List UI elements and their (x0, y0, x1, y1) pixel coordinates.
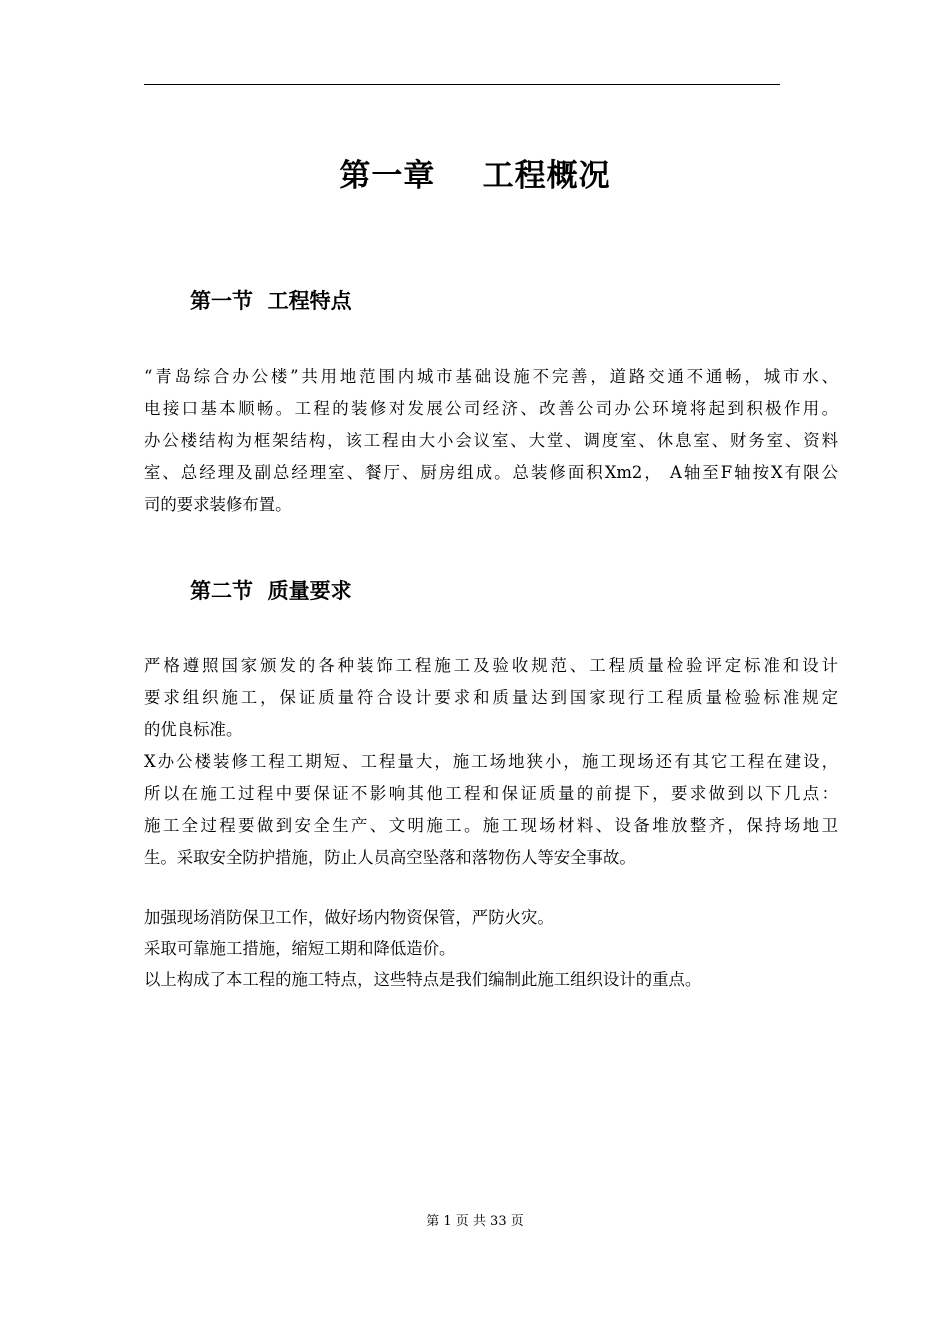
paragraph-line: 加强现场消防保卫工作，做好场内物资保管，严防火灾。 (144, 908, 554, 927)
features-paragraph (144, 361, 838, 521)
paragraph-line: 采取可靠施工措施，缩短工期和降低造价。 (144, 939, 456, 958)
paragraph-line: 生。采取安全防护措施，防止人员高空坠落和落物伤人等安全事故。 (144, 848, 636, 867)
paragraph-line: 所以在施工过程中要保证不影响其他工程和保证质量的前提下，要求做到以下几点： (144, 784, 838, 803)
header-rule (144, 84, 780, 85)
page-footer: 第 1 页 共 33 页 (426, 1214, 524, 1229)
paragraph-line: 施工全过程要做到安全生产、文明施工。施工现场材料、设备堆放整齐，保持场地卫 (144, 816, 838, 835)
paragraph-line: 以上构成了本工程的施工特点，这些特点是我们编制此施工组织设计的重点。 (144, 970, 702, 989)
paragraph-line: 要求组织施工，保证质量符合设计要求和质量达到国家现行工程质量检验标准规定 (144, 688, 838, 707)
paragraph-line: 室、总经理及副总经理室、餐厅、厨房组成。总装修面积Xm2， A轴至F轴按X有限公 (144, 463, 838, 482)
chapter-title: 第一章 工程概况 (339, 158, 611, 194)
section-title-features: 第一节 工程特点 (190, 289, 352, 313)
paragraph-line: X办公楼装修工程工期短、工程量大，施工场地狭小，施工现场还有其它工程在建设， (144, 752, 838, 771)
quality-paragraph (144, 650, 838, 874)
paragraph-line: 的优良标准。 (144, 720, 243, 739)
section-title-quality: 第二节 质量要求 (190, 579, 352, 603)
paragraph-line: 电接口基本顺畅。工程的装修对发展公司经济、改善公司办公环境将起到积极作用。 (144, 399, 838, 418)
paragraph-line: 司的要求装修布置。 (144, 495, 292, 514)
quality-points (144, 902, 838, 995)
paragraph-line: 严格遵照国家颁发的各种装饰工程施工及验收规范、工程质量检验评定标准和设计 (144, 656, 838, 675)
paragraph-line: 办公楼结构为框架结构，该工程由大小会议室、大堂、调度室、休息室、财务室、资料 (144, 431, 838, 450)
paragraph-line: “青岛综合办公楼”共用地范围内城市基础设施不完善，道路交通不通畅，城市水、 (144, 367, 838, 386)
